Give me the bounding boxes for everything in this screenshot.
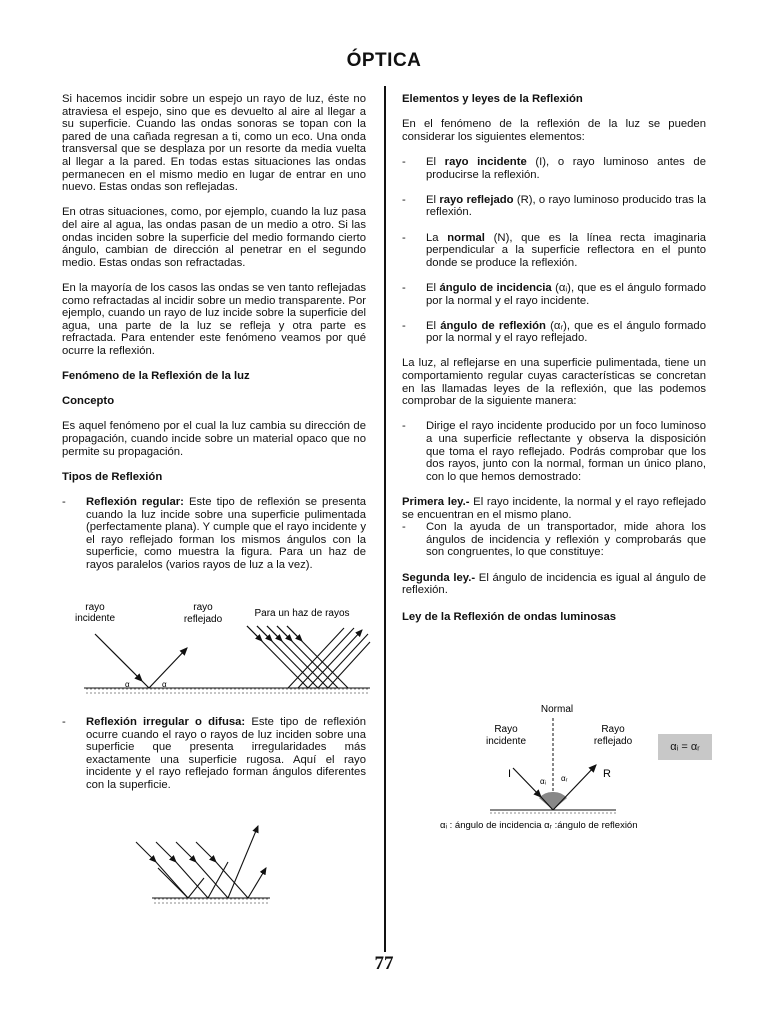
el3-pre: La: [426, 231, 448, 244]
angle-reflection-label: α: [162, 680, 167, 689]
ar-label: αᵣ: [561, 774, 568, 783]
reflected-ray: [149, 648, 187, 688]
diffuse-reflected-rays: [158, 826, 266, 898]
regular-description: Este tipo de reflexión se presenta cuando la luz incide sobre una superficie pulimentada (perfectamente plana). Y cumple que el rayo incidente y el rayo reflejado forman los mismos ángulos con la superficie, como muestra la figura. Para un haz de rayos paralelos (varios rayos de luz a la vez).: [86, 496, 367, 571]
page-title: ÓPTICA: [346, 50, 422, 71]
dash-bullet: -: [62, 496, 66, 508]
el5-pre: El: [426, 319, 441, 332]
list-item-reflected-ray: [402, 194, 706, 219]
second-law-text: El ángulo de incidencia es igual al ángulo de reflexión.: [402, 571, 706, 597]
normal-text: [426, 232, 706, 270]
incident-ray: [95, 634, 142, 681]
el1-term: rayo incidente: [444, 155, 527, 168]
dash-bullet: -: [402, 319, 406, 332]
list-item-diffuse: [62, 716, 366, 792]
incident-label-line1: rayo: [85, 602, 105, 613]
incident-ray: [513, 768, 541, 797]
el4-post: (αᵢ), que es el ángulo formado por la normal y el rayo incidente.: [426, 281, 707, 307]
first-law: [402, 496, 706, 521]
right-column: [402, 93, 706, 636]
elements-intro: En el fenómeno de la reflexión de la luz se pueden considerar los siguientes elementos:: [402, 118, 706, 143]
incident-ray-end: [142, 681, 149, 688]
refraction-paragraph: En otras situaciones, como, por ejemplo, cuando la luz pasa del aire al agua, las ondas pasan de un medio a otro. Si las ondas inciden sobre la superficie del medio formando cierto ángulo, cambian de dirección al penetrar en el segundo medio. Estas ondas son refractadas.: [62, 206, 366, 269]
dash-bullet: -: [402, 193, 406, 206]
left-column: [62, 93, 366, 584]
section-heading-types: Tipos de Reflexión: [62, 470, 163, 483]
second-law-title: Segunda ley.-: [402, 571, 476, 584]
intro-paragraph: Si hacemos incidir sobre un espejo un rayo de luz, éste no atraviesa el espejo, sino que es devuelto al aire al llegar a su superficie. Cuando las ondas sonoras se topan con la pared de una cañada regresan a ti, como un eco. Una onda transversal que se desplaza por un resorte da media vuelta al llegar a la pared. En todas estas situaciones las ondas permanecen en el mismo medio en lugar de entrar en uno nuevo. Estas ondas son reflejadas.: [62, 93, 366, 194]
R-label: R: [603, 768, 611, 780]
concept-paragraph: Es aquel fenómeno por el cual la luz cambia su dirección de propagación, cuando incide sobre un material opaco que no permite su propagación.: [62, 420, 366, 458]
ai-label: αᵢ: [540, 777, 546, 786]
list-item-step1: [402, 420, 706, 483]
list-item-incident-ray: [402, 156, 706, 181]
reflected-label-line2: reflejado: [183, 614, 223, 625]
incident-beam: [247, 626, 348, 688]
el2-term: rayo reflejado: [439, 193, 514, 206]
step2-text: Con la ayuda de un transportador, mide ahora los ángulos de incidencia y reflexión y comprobarás que son congruentes, lo que constituye:: [426, 521, 706, 559]
el3-term: normal: [447, 231, 485, 244]
law-of-reflection-figure: [438, 700, 668, 836]
el4-pre: El: [426, 281, 440, 294]
dash-bullet: -: [402, 420, 406, 433]
angle-incidence-label: α: [125, 680, 130, 689]
step1-text: Dirige el rayo incidente producido por un foco luminoso a una superficie reflectante y observa la disposición que toma el rayo reflejado. Podrás comprobar que los dos rayos, junto con la normal, forman un único plano, con lo que hemos demostrado:: [426, 420, 706, 483]
equation-box: αᵢ = αᵣ: [658, 734, 712, 760]
reflected-label-2: reflejado: [593, 736, 633, 747]
section-heading-phenomenon: Fenómeno de la Reflexión de la luz: [62, 370, 250, 383]
el1-pre: El: [426, 155, 445, 168]
regular-text: [86, 496, 366, 572]
section-heading-elements: Elementos y leyes de la Reflexión: [402, 93, 583, 105]
el5-post: (αᵣ), que es el ángulo formado por la normal y el rayo reflejado.: [426, 319, 706, 345]
list-item-regular: [62, 496, 366, 572]
reflected-label-1: Rayo: [601, 724, 625, 735]
list-item-step2: [402, 521, 706, 559]
dash-bullet: -: [402, 281, 406, 294]
beam-caption: Para un haz de rayos: [254, 608, 350, 619]
incident-ray-text: [426, 156, 706, 181]
I-label: I: [508, 768, 512, 780]
section-heading-concept: Concepto: [62, 395, 115, 408]
rough-surface: [152, 898, 270, 904]
reflected-ray-text: [426, 194, 706, 219]
dash-bullet: -: [402, 521, 406, 534]
second-law: [402, 572, 706, 597]
first-law-text: El rayo incidente, la normal y el rayo reflejado se encuentran en el mismo plano.: [402, 496, 706, 521]
reflected-label-line1: rayo: [193, 602, 213, 613]
laws-intro: La luz, al reflejarse en una superficie pulimentada, tiene un comportamiento regular cuyas características se concretan en las llamadas leyes de la reflexión, que las podemos comprobar de la siguiente manera:: [402, 357, 706, 408]
section-heading-law: Ley de la Reflexión de ondas luminosas: [402, 610, 617, 623]
column-divider: [384, 86, 386, 952]
diffuse-text: [86, 716, 366, 792]
normal-label: Normal: [540, 704, 574, 715]
list-item-incidence-angle: [402, 282, 706, 307]
incidence-angle-text: [426, 282, 706, 307]
dash-bullet: -: [402, 231, 406, 244]
el3-post: (N), que es la línea recta imaginaria perpendicular a la superficie reflectora en el punto donde se produce la reflexión.: [426, 231, 706, 269]
incident-label-1: Rayo: [494, 724, 518, 735]
both-paragraph: En la mayoría de los casos las ondas se ven tanto reflejadas como refractadas al incidir sobre un medio transparente. Por ejemplo, cuando un rayo de luz incide sobre la superficie del agua, una parte de la luz se refleja y otra parte es refractada. Para entender este fenómeno veamos por qué ocurre la reflexión.: [62, 281, 366, 357]
regular-reflection-figure: [62, 596, 372, 700]
first-law-title: Primera ley.-: [402, 496, 470, 508]
regular-term: Reflexión regular:: [86, 496, 184, 508]
el4-term: ángulo de incidencia: [439, 281, 552, 294]
diffuse-description: Este tipo de reflexión ocurre cuando el rayo o rayos de luz inciden sobre una superficie que presenta irregularidades más exactamente una superficie rugosa. Aquí el rayo incidente y el rayo reflejado forman ángulos diferentes con la superficie.: [86, 716, 366, 791]
list-item-reflection-angle: [402, 320, 706, 345]
dash-bullet: -: [402, 155, 406, 168]
el5-term: ángulo de reflexión: [440, 319, 546, 332]
diffuse-term: Reflexión irregular o difusa:: [86, 716, 246, 728]
incident-label-line2: incidente: [74, 613, 116, 624]
el2-post: (R), o rayo luminoso producido tras la reflexión.: [426, 193, 706, 219]
beam-mirror-surface: [240, 688, 370, 694]
reflected-ray: [553, 765, 596, 810]
diffuse-reflection-figure: [130, 822, 280, 910]
dash-bullet: -: [62, 716, 66, 728]
angle-caption: αᵢ : ángulo de incidencia αᵣ :ángulo de reflexión: [440, 820, 638, 831]
el1-post: (I), o rayo luminoso antes de producirse la reflexión.: [426, 155, 706, 181]
el2-pre: El: [426, 193, 440, 206]
reflection-angle-text: [426, 320, 706, 345]
list-item-normal: [402, 232, 706, 270]
mirror-surface: [490, 810, 616, 816]
incident-label-2: incidente: [485, 736, 527, 747]
page-number: 77: [374, 953, 394, 974]
left-column-lower: [62, 716, 366, 804]
